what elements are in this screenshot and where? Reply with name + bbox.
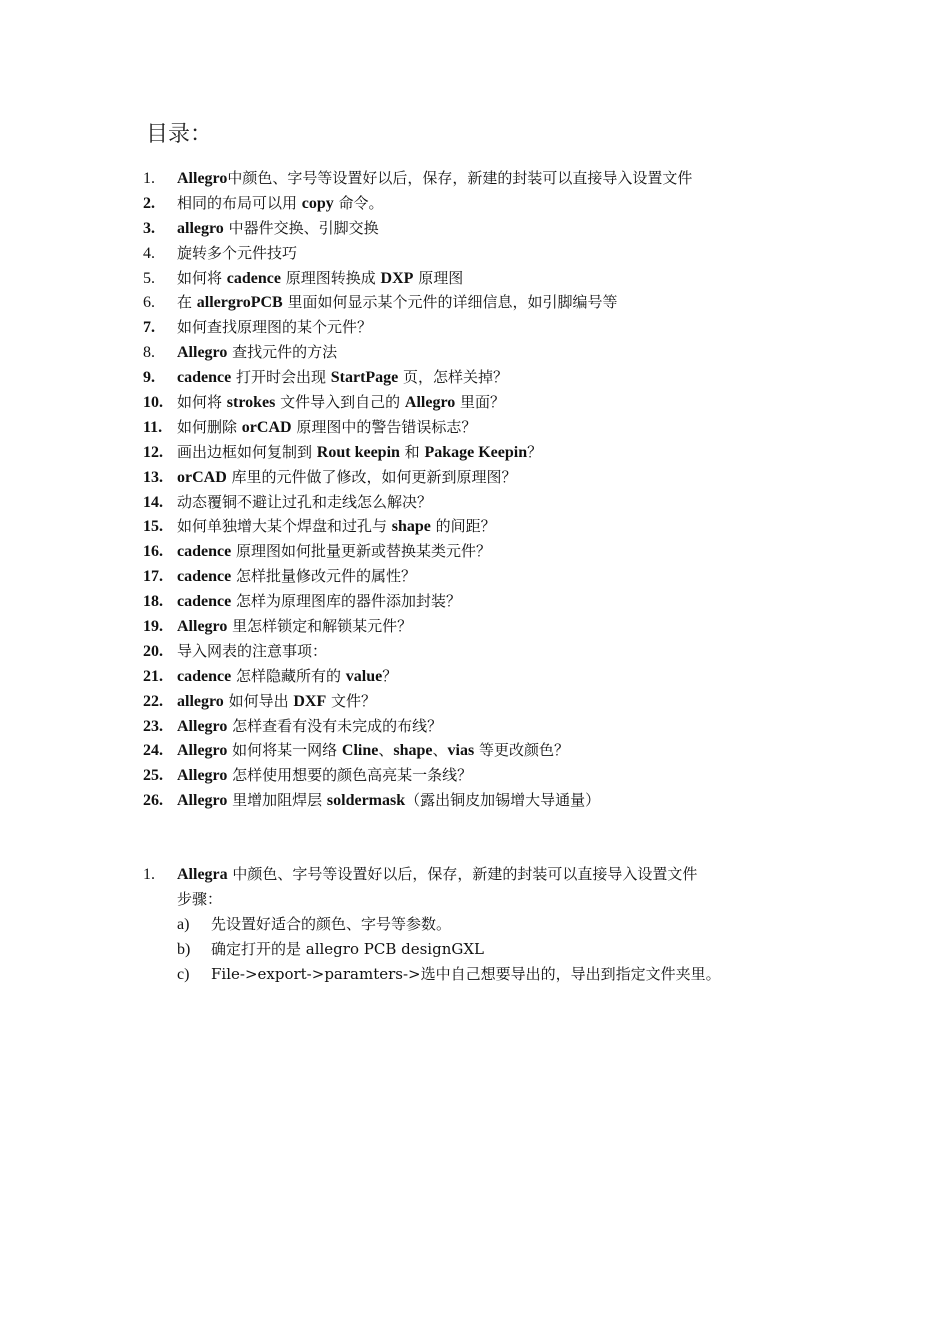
toc-item	[143, 689, 843, 714]
text-segment: 页，怎样关掉？	[398, 368, 509, 387]
text-segment: 怎样批量修改元件的属性？	[231, 567, 416, 586]
text-segment: 如何导出	[223, 691, 294, 710]
text-segment: 如何删除	[177, 417, 242, 436]
toc-item	[143, 664, 843, 689]
bold-term: cadence	[177, 543, 232, 561]
toc-item-text	[177, 517, 496, 535]
text-segment: 中颜色、字号等设置好以后，保存，新建的封装可以直接导入设置文件	[227, 169, 693, 187]
text-segment: 旋转多个元件技巧	[177, 243, 298, 262]
toc-item-text	[177, 667, 397, 685]
text-segment: 原理图如何批量更新或替换某类元件？	[231, 542, 491, 561]
text-segment: 等更改颜色？	[474, 741, 569, 760]
toc-item-number: 16.	[143, 543, 163, 561]
text-segment: 中器件交换、引脚交换	[223, 218, 379, 237]
step-letter: c)	[177, 966, 190, 983]
section-1-number: 1.	[143, 866, 155, 883]
toc-item-number: 21.	[143, 667, 163, 685]
bold-term: soldermask	[326, 792, 406, 810]
step-item	[177, 937, 863, 962]
toc-item	[143, 564, 843, 589]
text-segment: 中颜色、字号等设置好以后，保存，新建的封装可以直接导入设置文件	[227, 865, 698, 883]
text-segment: （露出铜皮加锡增大导通量）	[405, 791, 601, 810]
bold-term: orCAD	[241, 418, 292, 436]
text-segment: 怎样隐藏所有的	[231, 666, 346, 685]
text-segment: ？	[527, 442, 543, 461]
bold-term: Pakage Keepin	[424, 443, 528, 461]
bold-term: Cline	[341, 742, 379, 760]
text-segment: 库里的元件做了修改，如何更新到原理图？	[226, 467, 517, 486]
toc-item	[143, 191, 843, 216]
section-1-heading-text	[177, 865, 697, 883]
steps-label: 步骤：	[177, 890, 223, 908]
toc-item-number: 1.	[143, 170, 155, 187]
bold-term: allegro	[177, 219, 224, 237]
toc-item-text	[177, 717, 442, 735]
toc-item-text	[177, 219, 379, 237]
toc-item-number: 11.	[143, 418, 163, 436]
bold-term: shape	[391, 518, 431, 536]
toc-item-text	[177, 741, 569, 759]
toc-item-number: 5.	[143, 269, 155, 287]
toc-item-text	[177, 493, 432, 511]
toc-item-text	[177, 318, 372, 336]
toc-item-number: 13.	[143, 468, 163, 486]
bold-term: Allegro	[177, 618, 228, 636]
toc-item	[143, 266, 843, 291]
toc-item-number: 23.	[143, 717, 163, 735]
text-segment: 命令。	[333, 193, 384, 212]
text-segment: 、	[432, 741, 448, 760]
bold-term: Allegro	[177, 344, 228, 362]
text-segment: 怎样查看有没有未完成的布线？	[227, 716, 443, 735]
text-segment: 如何将	[177, 393, 227, 412]
bold-term: Allegro	[177, 742, 228, 760]
toc-item-number: 26.	[143, 792, 163, 810]
step-text: 确定打开的是 allegro PCB designGXL	[211, 940, 484, 958]
toc-item-number: 12.	[143, 443, 163, 461]
bold-term: allegro	[177, 692, 224, 710]
bold-term: Allegro	[177, 767, 228, 785]
bold-term: vias	[447, 742, 475, 760]
bold-term: Allegra	[177, 866, 228, 883]
section-1	[143, 862, 863, 987]
toc-item	[143, 465, 843, 490]
text-segment: ？	[382, 666, 398, 685]
toc-item-number: 15.	[143, 518, 163, 536]
text-segment: 里怎样锁定和解锁某元件？	[227, 617, 413, 636]
bold-term: Rout keepin	[316, 443, 400, 461]
toc-item-text	[177, 791, 600, 809]
text-segment: 文件导入到自己的	[275, 393, 405, 412]
toc-item-text	[177, 592, 461, 610]
toc-item-number: 18.	[143, 593, 163, 611]
toc-item	[143, 490, 843, 515]
toc-item	[143, 415, 843, 440]
text-segment: 里面如何显示某个元件的详细信息，如引脚编号等	[282, 293, 618, 312]
toc-list	[143, 166, 843, 813]
toc-item-text	[177, 692, 376, 710]
toc-item-number: 19.	[143, 618, 163, 636]
toc-item	[143, 539, 843, 564]
toc-item-number: 7.	[143, 319, 155, 337]
toc-item-number: 24.	[143, 742, 163, 760]
toc-item-number: 20.	[143, 642, 163, 660]
text-segment: 原理图中的警告错误标志？	[291, 417, 477, 436]
text-segment: 如何查找原理图的某个元件？	[177, 318, 373, 337]
bold-term: Allegro	[177, 717, 228, 735]
step-letter: b)	[177, 941, 191, 958]
toc-title: 目录：	[146, 122, 213, 147]
bold-term: DXF	[293, 692, 327, 710]
bold-term: cadence	[177, 667, 232, 685]
text-segment: 原理图转换成	[280, 268, 381, 287]
toc-item	[143, 390, 843, 415]
toc-item-number: 25.	[143, 767, 163, 785]
text-segment: 如何单独增大某个焊盘和过孔与	[177, 517, 392, 536]
toc-item	[143, 216, 843, 241]
toc-item-text	[177, 343, 337, 361]
toc-item-text	[177, 169, 692, 187]
toc-item-text	[177, 468, 517, 486]
toc-item-number: 2.	[143, 194, 155, 212]
bold-term: orCAD	[177, 468, 227, 486]
text-segment: 和	[399, 442, 425, 461]
toc-item	[143, 241, 843, 266]
toc-item-text	[177, 443, 542, 461]
bold-term: cadence	[226, 269, 281, 287]
text-segment: 画出边框如何复制到	[177, 442, 317, 461]
steps-list	[177, 912, 863, 987]
toc-item-text	[177, 766, 472, 784]
text-segment: 动态覆铜不避让过孔和走线怎么解决？	[177, 492, 433, 511]
toc-item	[143, 589, 843, 614]
toc-item	[143, 290, 843, 315]
bold-term: allergroPCB	[196, 294, 283, 312]
bold-term: cadence	[177, 568, 232, 586]
text-segment: 的间距？	[430, 517, 496, 536]
text-segment: 在	[177, 293, 197, 312]
toc-item	[143, 788, 843, 813]
text-segment: 查找元件的方法	[227, 343, 338, 362]
bold-term: DXP	[380, 269, 414, 287]
step-text: File->export->paramters->选中自己想要导出的，导出到指定文件夹里。	[211, 965, 721, 983]
step-letter: a)	[177, 916, 190, 933]
bold-term: cadence	[177, 369, 232, 387]
toc-item	[143, 738, 843, 763]
text-segment: 原理图	[413, 268, 464, 287]
text-segment: 相同的布局可以用	[177, 193, 302, 212]
toc-item-text	[177, 642, 327, 660]
toc-item-text	[177, 617, 412, 635]
text-segment: 、	[378, 741, 394, 760]
toc-item-number: 22.	[143, 692, 163, 710]
toc-item-number: 6.	[143, 294, 155, 312]
step-item	[177, 912, 863, 937]
toc-item-number: 4.	[143, 244, 155, 262]
bold-term: Allegro	[177, 792, 228, 810]
text-segment: 里面？	[455, 393, 506, 412]
text-segment: 如何将某一网络	[227, 741, 342, 760]
toc-item-number: 9.	[143, 369, 155, 387]
text-segment: 里增加阻焊层	[227, 791, 327, 810]
toc-item	[143, 714, 843, 739]
bold-term: value	[345, 667, 383, 685]
bold-term: shape	[393, 742, 433, 760]
bold-term: Allegro	[177, 170, 228, 187]
section-1-heading	[143, 862, 863, 887]
bold-term: copy	[301, 194, 334, 212]
toc-item-text	[177, 244, 297, 262]
toc-item	[143, 340, 843, 365]
toc-item	[143, 763, 843, 788]
toc-item-number: 3.	[143, 219, 155, 237]
toc-item	[143, 440, 843, 465]
bold-term: StartPage	[330, 369, 399, 387]
toc-item	[143, 166, 843, 191]
toc-item-number: 17.	[143, 568, 163, 586]
toc-item-text	[177, 368, 508, 386]
toc-item-text	[177, 418, 476, 436]
text-segment: 怎样使用想要的颜色高亮某一条线？	[227, 766, 473, 785]
step-text: 先设置好适合的颜色、字号等参数。	[211, 915, 452, 933]
text-segment: 文件？	[326, 691, 377, 710]
text-segment: 怎样为原理图库的器件添加封装？	[231, 592, 461, 611]
toc-item	[143, 315, 843, 340]
toc-item	[143, 365, 843, 390]
toc-item-number: 14.	[143, 493, 163, 511]
toc-item	[143, 614, 843, 639]
bold-term: cadence	[177, 593, 232, 611]
bold-term: Allegro	[404, 394, 456, 412]
toc-item-text	[177, 542, 491, 560]
toc-item-text	[177, 567, 416, 585]
toc-item	[143, 514, 843, 539]
toc-item	[143, 639, 843, 664]
toc-item-number: 10.	[143, 394, 163, 412]
toc-item-text	[177, 293, 617, 311]
toc-item-text	[177, 194, 384, 212]
text-segment: 如何将	[177, 268, 227, 287]
bold-term: strokes	[226, 394, 276, 412]
text-segment: 导入网表的注意事项：	[177, 641, 328, 660]
step-item	[177, 962, 863, 987]
toc-item-number: 8.	[143, 344, 155, 362]
toc-item-text	[177, 393, 505, 411]
text-segment: 打开时会出现	[231, 368, 331, 387]
toc-item-text	[177, 269, 463, 287]
